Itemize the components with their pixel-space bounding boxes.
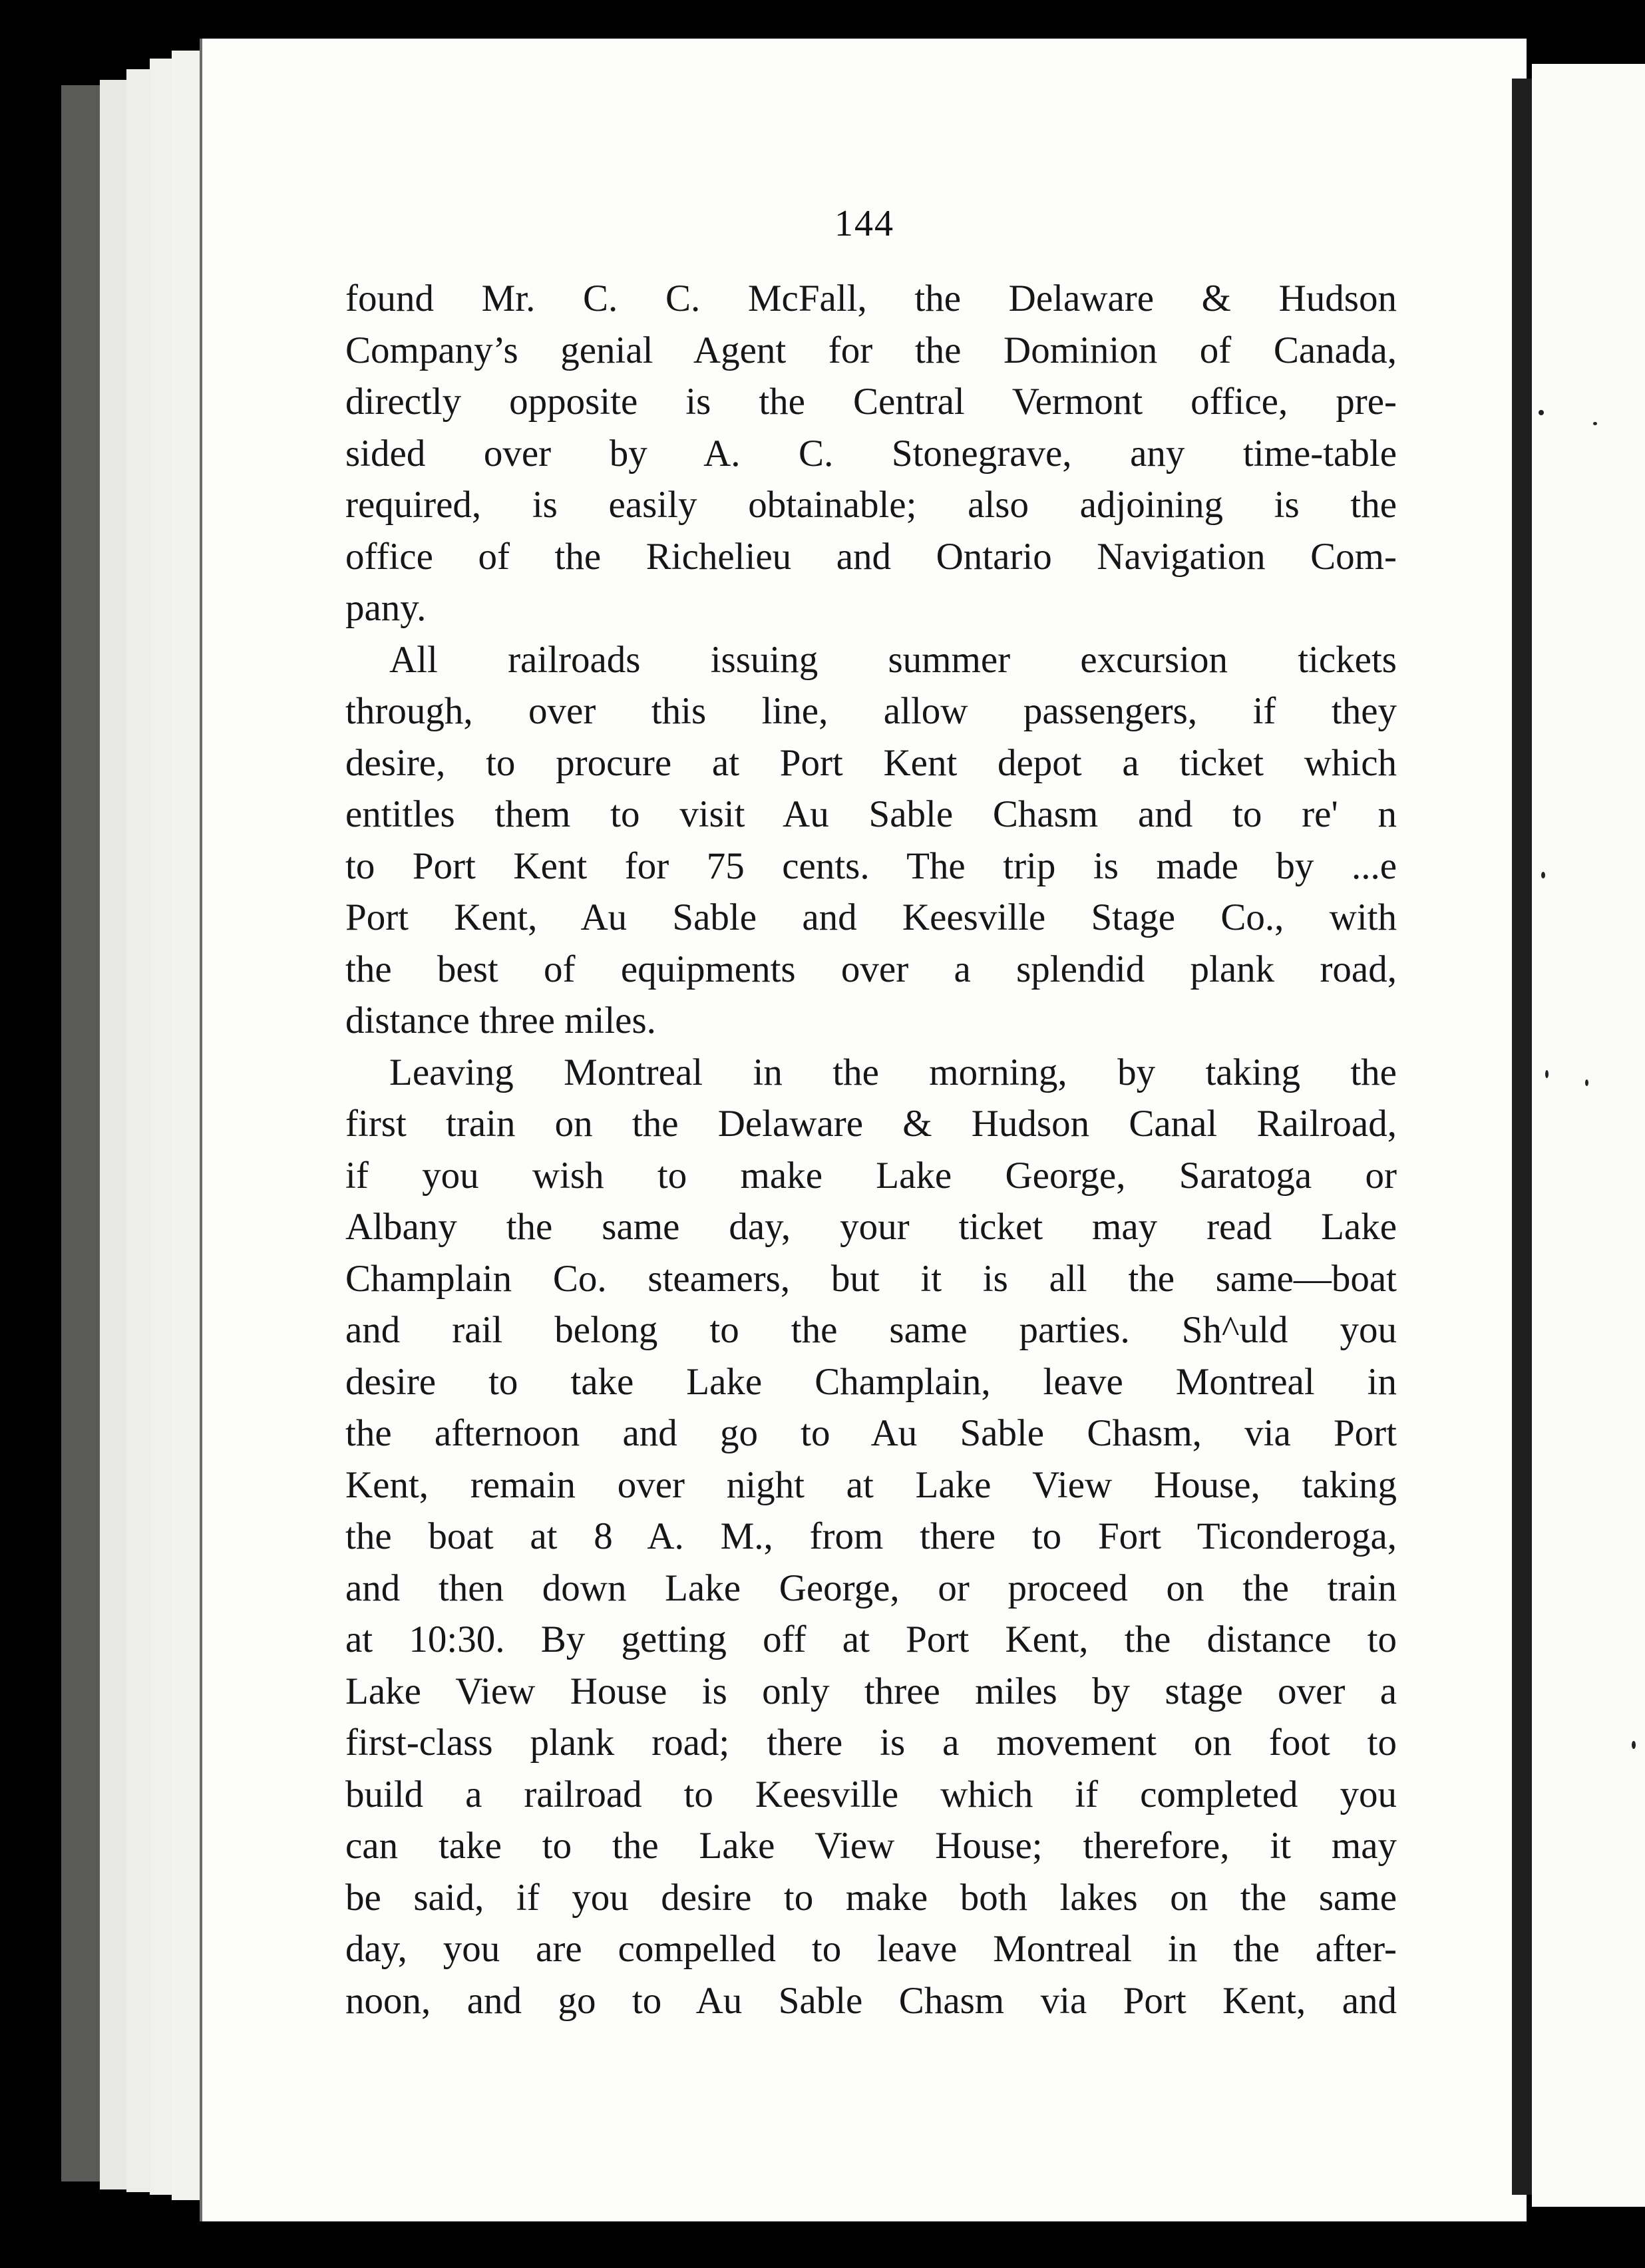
text-line: through, over this line, allow passengers, if they [345,690,1397,732]
text-line: first train on the Delaware & Hudson Canal Railroad, [345,1103,1397,1145]
text-line: the best of equipments over a splendid plank road, [345,948,1397,990]
text-line: be said, if you desire to make both lakes on the same [345,1876,1397,1919]
text-line: distance three miles. [345,1000,656,1041]
text-line: All railroads issuing summer excursion tickets [389,638,1397,681]
text-line: build a railroad to Keesville which if completed you [345,1773,1397,1815]
book-page [200,39,1527,2221]
text-line: if you wish to make Lake George, Saratoga or [345,1154,1397,1197]
text-line: can take to the Lake View House; therefore, it may [345,1825,1397,1867]
text-line: Leaving Montreal in the morning, by taking the [389,1051,1397,1093]
scan-speck [1585,1079,1588,1086]
text-line: pany. [345,587,427,629]
text-line: directly opposite is the Central Vermont office, pre- [345,381,1397,423]
text-line: sided over by A. C. Stonegrave, any time-table [345,432,1397,474]
text-line: noon, and go to Au Sable Chasm via Port Kent, and [345,1979,1397,2022]
text-line: Company’s genial Agent for the Dominion of Canada, [345,329,1397,371]
text-line: to Port Kent for 75 cents. The trip is made by ...e [345,845,1397,887]
text-line: Champlain Co. steamers, but it is all the same—boat [345,1257,1397,1300]
text-line: and then down Lake George, or proceed on the train [345,1567,1397,1609]
text-line: day, you are compelled to leave Montreal in the after- [345,1928,1397,1970]
text-line: found Mr. C. C. McFall, the Delaware & Hudson [345,278,1397,319]
text-line: the boat at 8 A. M., from there to Fort Ticonderoga, [345,1515,1397,1557]
text-line: Lake View House is only three miles by stage over a [345,1670,1397,1712]
text-line: required, is easily obtainable; also adjoining is the [345,484,1397,526]
text-line: at 10:30. By getting off at Port Kent, the distance to [345,1618,1397,1660]
text-line: the afternoon and go to Au Sable Chasm, via Port [345,1412,1397,1454]
scan-speck [1545,1070,1549,1078]
body-text [345,273,1397,2026]
scan-speck [1593,422,1597,425]
text-line: Kent, remain over night at Lake View House, taking [345,1463,1397,1506]
text-line: and rail belong to the same parties. Sh^uld you [345,1309,1397,1351]
text-line: first-class plank road; there is a movement on foot to [345,1722,1397,1764]
scan-speck [1632,1741,1636,1749]
text-line: desire, to procure at Port Kent depot a ticket which [345,741,1397,784]
text-line: desire to take Lake Champlain, leave Montreal in [345,1360,1397,1403]
text-line: office of the Richelieu and Ontario Navigation Com- [345,535,1397,578]
page-number: 144 [834,203,894,244]
facing-page-edge [1532,64,1645,2207]
text-line: Port Kent, Au Sable and Keesville Stage Co., with [345,896,1397,938]
text-line: entitles them to visit Au Sable Chasm and to re' n [345,793,1397,835]
scan-speck [1539,410,1544,415]
book-gutter [1512,79,1532,2195]
text-line: Albany the same day, your ticket may read Lake [345,1206,1397,1248]
scan-speck [1541,872,1545,878]
